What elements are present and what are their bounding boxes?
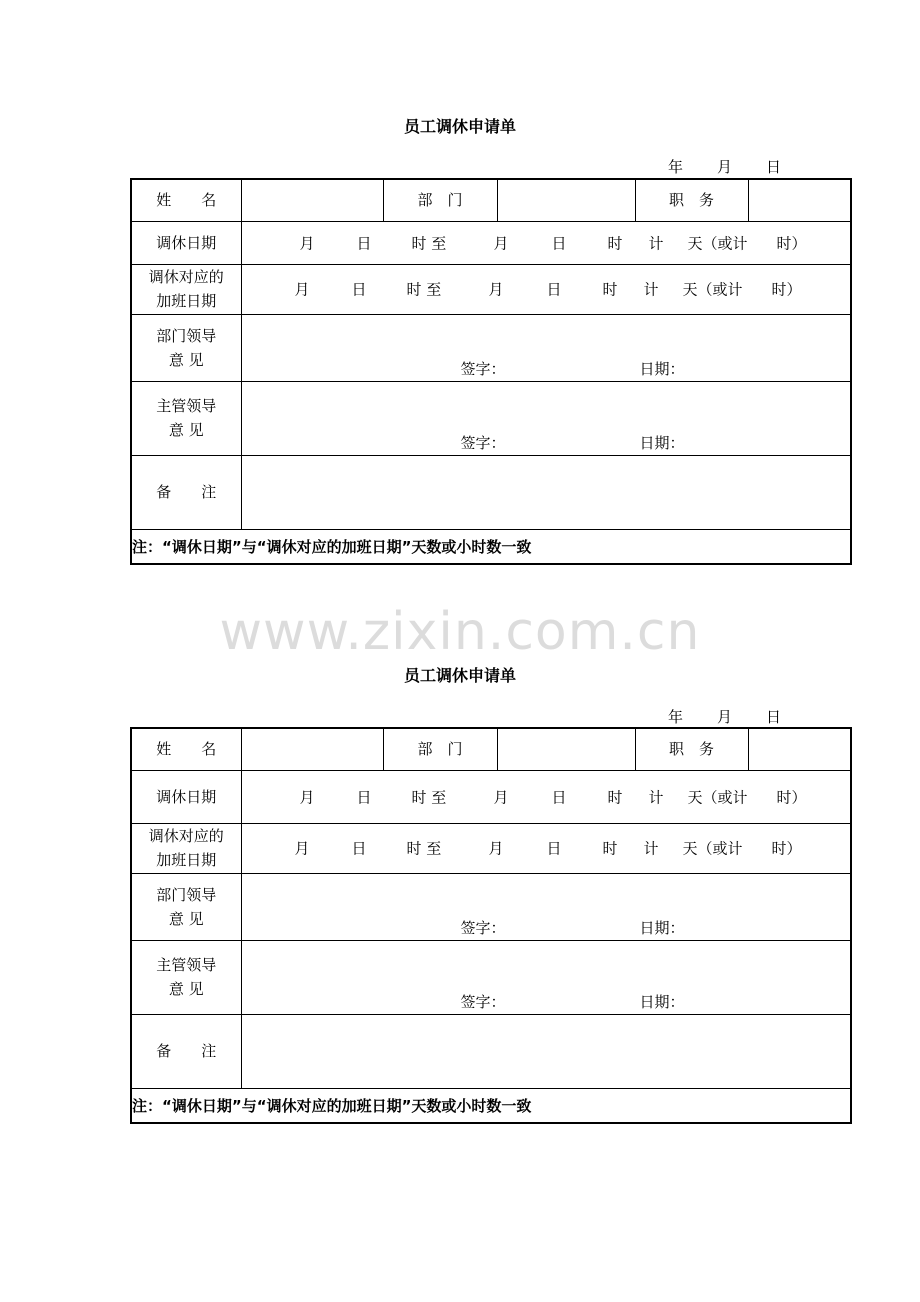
form-title: 员工调休申请单 [403, 666, 516, 685]
dept-label: 部 门 [383, 179, 497, 221]
sign-date-label: 日期： [639, 359, 685, 378]
position-label: 职 务 [635, 179, 748, 221]
date-header-year: 年 [668, 708, 684, 726]
position-label: 职 务 [635, 728, 748, 770]
date-header-month: 月 [717, 708, 733, 726]
overtime-date-label: 调休对应的 加班日期 [131, 264, 241, 314]
sign-date-label: 日期： [639, 992, 685, 1011]
signature-label: 签字： [460, 359, 506, 378]
signature-label: 签字： [460, 918, 506, 937]
leave-form-table [130, 178, 852, 565]
overtime-date-label: 调休对应的 加班日期 [131, 823, 241, 873]
leave-form-table [130, 727, 852, 1124]
position-field[interactable] [748, 728, 851, 770]
supervisor-label: 主管领导 意 见 [131, 381, 241, 455]
watermark: www.zixin.com.cn [219, 602, 701, 662]
remarks-field[interactable] [241, 1014, 851, 1088]
sign-date-label: 日期： [639, 433, 685, 452]
date-header-year: 年 [668, 158, 684, 176]
dept-field[interactable] [497, 179, 635, 221]
rest-date-field[interactable]: 月 日 时 至 月 日 时 计 天（或计 时） [241, 770, 851, 823]
date-header [0, 706, 920, 726]
dept-leader-label: 部门领导 意 见 [131, 314, 241, 381]
form-note: 注：“调休日期”与“调休对应的加班日期”天数或小时数一致 [131, 1088, 851, 1123]
supervisor-label: 主管领导 意 见 [131, 940, 241, 1014]
name-field[interactable] [241, 179, 383, 221]
dept-leader-opinion-field[interactable] [241, 314, 851, 381]
rest-date-label: 调休日期 [131, 770, 241, 823]
dept-leader-opinion-field[interactable] [241, 873, 851, 940]
dept-label: 部 门 [383, 728, 497, 770]
supervisor-opinion-field[interactable] [241, 940, 851, 1014]
sign-date-label: 日期： [639, 918, 685, 937]
date-header [0, 156, 920, 176]
date-header-month: 月 [717, 158, 733, 176]
supervisor-opinion-field[interactable] [241, 381, 851, 455]
form-title: 员工调休申请单 [403, 117, 516, 136]
form-note: 注：“调休日期”与“调休对应的加班日期”天数或小时数一致 [131, 529, 851, 564]
dept-field[interactable] [497, 728, 635, 770]
name-label: 姓 名 [131, 728, 241, 770]
overtime-date-field[interactable]: 月 日 时 至 月 日 时 计 天（或计 时） [241, 264, 851, 314]
date-header-day: 日 [766, 708, 782, 726]
name-label: 姓 名 [131, 179, 241, 221]
signature-label: 签字： [460, 992, 506, 1011]
overtime-date-field[interactable]: 月 日 时 至 月 日 时 计 天（或计 时） [241, 823, 851, 873]
position-field[interactable] [748, 179, 851, 221]
rest-date-label: 调休日期 [131, 221, 241, 264]
name-field[interactable] [241, 728, 383, 770]
date-header-day: 日 [766, 158, 782, 176]
remarks-field[interactable] [241, 455, 851, 529]
remarks-label: 备 注 [131, 455, 241, 529]
signature-label: 签字： [460, 433, 506, 452]
rest-date-field[interactable]: 月 日 时 至 月 日 时 计 天（或计 时） [241, 221, 851, 264]
dept-leader-label: 部门领导 意 见 [131, 873, 241, 940]
remarks-label: 备 注 [131, 1014, 241, 1088]
